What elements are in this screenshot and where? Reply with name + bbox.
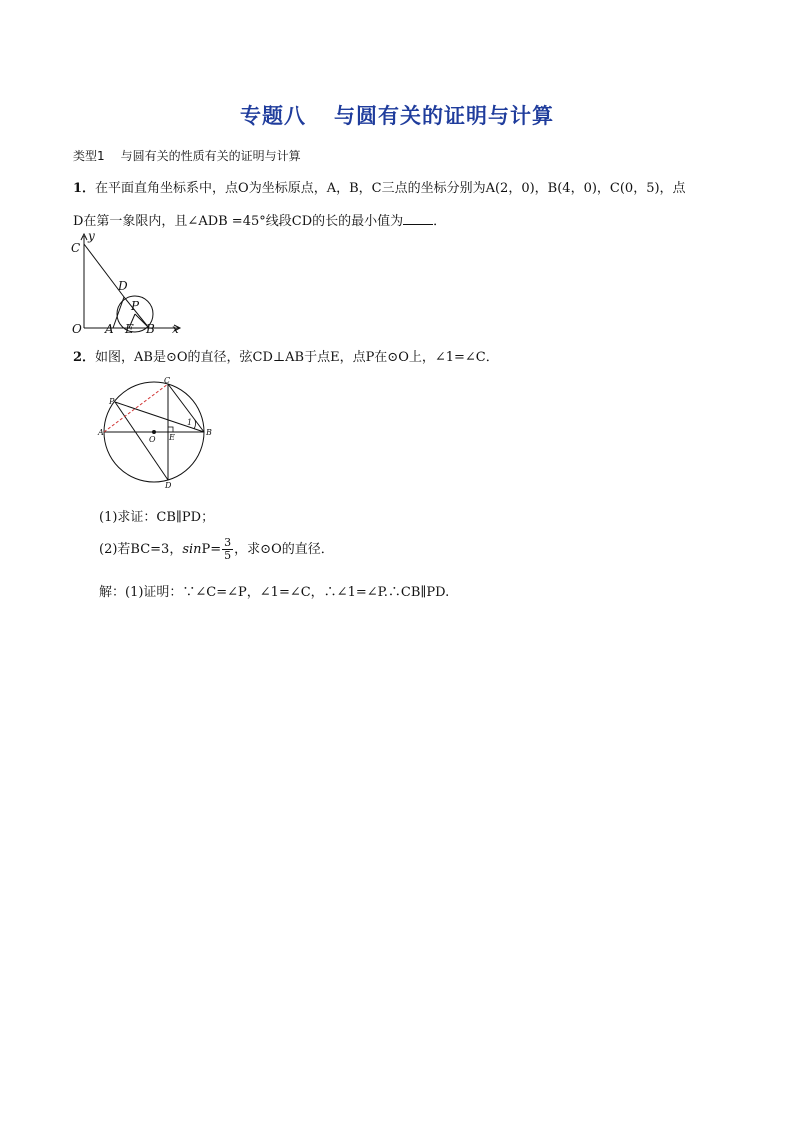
segment-cb [168,384,204,432]
question-1-figure [68,230,188,340]
label-p: P [131,299,140,313]
question-2-line [73,346,499,365]
label-angle-1: 1 [187,418,193,427]
label-x: x [172,322,179,336]
fraction-three-fifths: $\frac{3}{5}$ [224,536,232,562]
label-y: y [88,230,95,243]
label-a: A [105,322,114,336]
question-1-text-1: 在平面直角坐标系中，点O为坐标原点，A，B，C三点的坐标分别为A(2，0)，B(4，0)，C(0，5)，点 [95,181,686,196]
label-d: D [165,481,172,490]
section-heading [73,147,301,164]
label-e: E [169,433,175,442]
right-angle-mark [168,427,173,432]
dashed-segment-ac [104,384,168,432]
label-p: P [109,397,115,406]
question-2-number: 2． [73,350,96,365]
label-o: O [72,322,82,336]
label-o: O [149,435,156,444]
title-sub: 与圆有关的证明与计算 [334,104,554,128]
page-title [0,100,794,130]
label-b: B [206,428,212,437]
label-b: B [146,322,155,336]
label-a: A [98,428,104,437]
label-c: C [71,241,81,255]
angle-1-arc [194,420,196,429]
segment-da [113,297,124,328]
question-2-figure [96,374,216,490]
label-c: C [164,376,171,385]
segment-pd [115,402,168,480]
solution-text: 解：(1)证明：∵∠C=∠P，∠1=∠C，∴∠1=∠P.∴CB∥PD. [99,585,450,600]
center-point [152,430,156,434]
question-1-text-2: D在第一象限内，且∠ADB =45°线段CD的长的最小值为 [73,214,404,229]
section-title: 与圆有关的性质有关的证明与计算 [120,149,301,163]
section-label: 类型1 [73,149,105,163]
label-e: E [125,322,134,336]
part-1: (1)求证：CB∥PD； [99,510,215,525]
part-2: (2)若BC=3，sinP= $\frac{3}{5}$ ，求⊙O的直径． [99,536,334,562]
question-1-line-1 [73,177,686,196]
question-1-number: 1． [73,181,96,196]
label-d: D [118,279,128,293]
question-1-line-2: D在第一象限内，且∠ADB =45°线段CD的长的最小值为 ． [73,214,447,229]
answer-blank [403,212,433,225]
sin-function: sin [182,542,202,557]
question-2-text: 如图，AB是⊙O的直径，弦CD⊥AB于点E，点P在⊙O上，∠1=∠C． [95,350,499,365]
segment-pb [115,402,204,432]
title-main: 专题八 [240,104,306,128]
